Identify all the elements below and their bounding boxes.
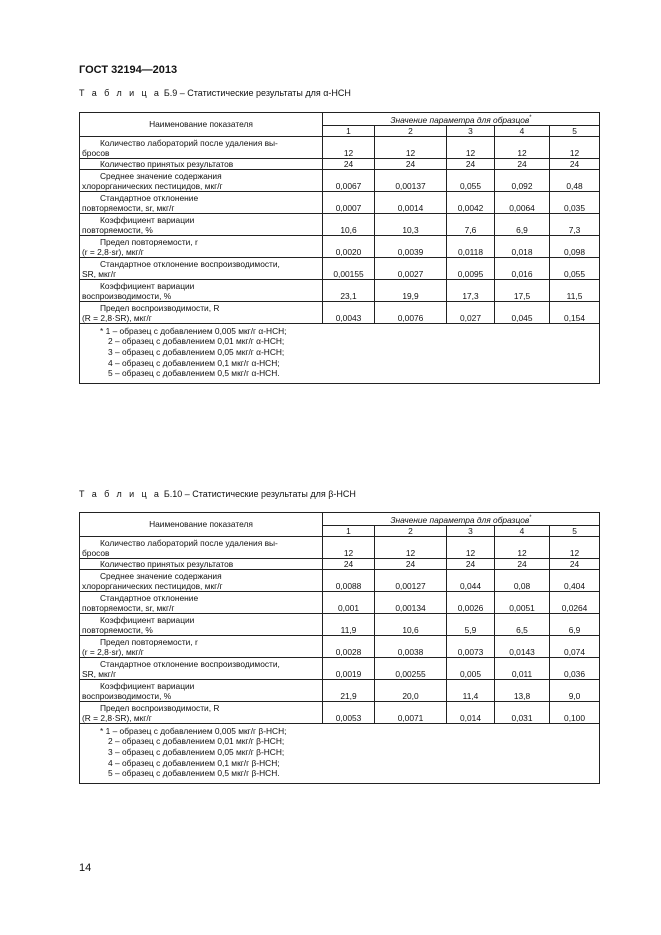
value-cell: 0,100 [550,701,600,723]
value-cell: 6,9 [550,613,600,635]
value-cell: 0,404 [550,569,600,591]
table-row [80,169,600,191]
value-cell: 24 [323,158,375,169]
sample-number-header: 1 [323,125,375,136]
group-header-text: Значение параметра для образцов [390,114,530,125]
value-cell: 23,1 [323,279,375,301]
value-cell: 0,092 [495,169,550,191]
row-label-line: (r = 2,8·sr), мкг/г [82,246,144,257]
value-cell: 0,0071 [375,701,447,723]
value-cell: 13,8 [495,679,550,701]
value-cell: 0,00134 [375,591,447,613]
value-cell: 20,0 [375,679,447,701]
row-label-line: Предел воспроизводимости, R [100,302,220,313]
sample-number-header: 5 [550,125,600,136]
footnote-mark: * [529,115,532,121]
value-cell: 0,027 [447,301,495,323]
value-cell: 0,0076 [375,301,447,323]
row-label [80,679,323,701]
table-row [80,657,600,679]
value-cell: 0,0039 [375,235,447,257]
value-cell: 0,0020 [323,235,375,257]
note-line: * 1 – образец с добавлением 0,005 мкг/г β-НСН; [100,725,287,736]
page-number: 14 [79,862,92,874]
value-cell: 6,9 [495,213,550,235]
value-cell: 7,3 [550,213,600,235]
table-row [80,569,600,591]
table-row [80,591,600,613]
value-cell: 0,044 [447,569,495,591]
value-cell: 11,9 [323,613,375,635]
value-cell: 0,011 [495,657,550,679]
value-cell: 10,6 [375,613,447,635]
value-cell: 0,00255 [375,657,447,679]
row-label [80,613,323,635]
column-group-header [323,513,600,526]
value-cell: 24 [550,558,600,569]
row-label-line: Коэффициент вариации [100,280,195,291]
row-label-line: Стандартное отклонение [100,592,199,603]
row-label-line: воспроизводимости, % [82,690,172,701]
table-row [80,235,600,257]
sample-number-header: 3 [447,525,495,536]
table-row [80,613,600,635]
row-label-line: SR, мкг/г [82,668,117,679]
value-cell: 0,018 [495,235,550,257]
value-cell: 0,0064 [495,191,550,213]
value-cell: 12 [550,536,600,558]
table-caption [79,88,351,98]
value-cell: 0,0042 [447,191,495,213]
row-label [80,213,323,235]
value-cell: 24 [375,558,447,569]
value-cell: 12 [375,536,447,558]
value-cell: 6,5 [495,613,550,635]
row-label [80,158,323,169]
value-cell: 0,016 [495,257,550,279]
sample-number-header: 3 [447,125,495,136]
value-cell: 0,035 [550,191,600,213]
table-caption [79,489,356,499]
value-cell: 12 [375,136,447,158]
row-label [80,591,323,613]
value-cell: 0,0264 [550,591,600,613]
value-cell: 0,00137 [375,169,447,191]
value-cell: 12 [447,136,495,158]
note-line: * 1 – образец с добавлением 0,005 мкг/г α-НСН; [100,325,287,336]
value-cell: 12 [323,136,375,158]
value-cell: 10,6 [323,213,375,235]
value-cell: 0,0051 [495,591,550,613]
stats-table [79,112,600,384]
table-notes [80,723,600,783]
note-line: 2 – образец с добавлением 0,01 мкг/г α-НСН; [108,336,285,347]
note-line: 3 – образец с добавлением 0,05 мкг/г β-НСН; [108,746,285,757]
row-label-line: Коэффициент вариации [100,214,195,225]
value-cell: 0,0073 [447,635,495,657]
value-cell: 9,0 [550,679,600,701]
footnote-mark: * [529,515,532,521]
row-label [80,701,323,723]
table-row [80,136,600,158]
value-cell: 12 [495,536,550,558]
value-cell: 24 [550,158,600,169]
value-cell: 0,045 [495,301,550,323]
table-row [80,301,600,323]
value-cell: 24 [447,158,495,169]
value-cell: 11,4 [447,679,495,701]
row-label [80,191,323,213]
row-label [80,569,323,591]
value-cell: 0,005 [447,657,495,679]
value-cell: 0,0026 [447,591,495,613]
row-label-line: (r = 2,8·sr), мкг/г [82,646,144,657]
row-label-line: (R = 2,8·SR), мкг/г [82,312,152,323]
value-cell: 12 [495,136,550,158]
row-label [80,301,323,323]
table-row [80,158,600,169]
row-label-line: Количество лабораторий после удаления вы- [100,137,278,148]
value-cell: 7,6 [447,213,495,235]
value-cell: 24 [375,158,447,169]
note-line: 5 – образец с добавлением 0,5 мкг/г α-НСН. [108,368,280,379]
value-cell: 12 [447,536,495,558]
row-label-line: Количество лабораторий после удаления вы- [100,537,278,548]
note-line: 4 – образец с добавлением 0,1 мкг/г β-НСН; [108,757,280,768]
value-cell: 24 [495,158,550,169]
row-label-line: повторяемости, % [82,224,153,235]
table-row [80,191,600,213]
row-label-line: Количество принятых результатов [100,558,234,569]
row-label-line: Предел повторяемости, r [100,236,198,247]
value-cell: 21,9 [323,679,375,701]
value-cell: 10,3 [375,213,447,235]
sample-number-header: 4 [495,525,550,536]
value-cell: 0,00127 [375,569,447,591]
value-cell: 0,0053 [323,701,375,723]
value-cell: 0,074 [550,635,600,657]
row-label-line: повторяемости, sr, мкг/г [82,202,175,213]
caption-text: Б.10 – Статистические результаты для β-НСН [163,489,356,499]
value-cell: 12 [323,536,375,558]
row-label [80,279,323,301]
value-cell: 0,0027 [375,257,447,279]
value-cell: 0,0014 [375,191,447,213]
value-cell: 0,0095 [447,257,495,279]
value-cell: 0,48 [550,169,600,191]
row-label-line: бросов [82,547,110,558]
group-header-text: Значение параметра для образцов [390,514,530,525]
caption-prefix: Т а б л и ц а [79,489,162,499]
sample-number-header: 1 [323,525,375,536]
value-cell: 24 [323,558,375,569]
row-label-line: воспроизводимости, % [82,290,172,301]
row-label-line: хлорорганических пестицидов, мкг/г [82,180,223,191]
caption-prefix: Т а б л и ц а [79,88,162,98]
table-row [80,536,600,558]
value-cell: 24 [495,558,550,569]
note-line: 5 – образец с добавлением 0,5 мкг/г β-НСН. [108,768,280,779]
table-notes [80,323,600,383]
value-cell: 0,154 [550,301,600,323]
row-label-line: Предел воспроизводимости, R [100,702,220,713]
value-cell: 11,5 [550,279,600,301]
value-cell: 0,098 [550,235,600,257]
row-label [80,536,323,558]
row-label-line: бросов [82,147,110,158]
row-label-line: SR, мкг/г [82,268,117,279]
value-cell: 0,031 [495,701,550,723]
column-group-header [323,113,600,126]
note-line: 2 – образец с добавлением 0,01 мкг/г β-НСН; [108,736,285,747]
sample-number-header: 5 [550,525,600,536]
stats-table [79,512,600,784]
value-cell: 0,0007 [323,191,375,213]
row-label-line: повторяемости, sr, мкг/г [82,602,175,613]
value-cell: 19,9 [375,279,447,301]
value-cell: 5,9 [447,613,495,635]
value-cell: 0,014 [447,701,495,723]
value-cell: 0,0088 [323,569,375,591]
value-cell: 0,0143 [495,635,550,657]
note-line: 4 – образец с добавлением 0,1 мкг/г α-НСН; [108,357,280,368]
row-label-line: повторяемости, % [82,624,153,635]
row-label [80,558,323,569]
row-label-line: Стандартное отклонение [100,192,199,203]
value-cell: 12 [550,136,600,158]
caption-text: Б.9 – Статистические результаты для α-НСН [163,88,351,98]
table-row [80,279,600,301]
value-cell: 0,0038 [375,635,447,657]
row-label-line: Среднее значение содержания [100,570,222,581]
value-cell: 17,3 [447,279,495,301]
table-row [80,635,600,657]
value-cell: 0,0043 [323,301,375,323]
table-row [80,558,600,569]
value-cell: 0,08 [495,569,550,591]
value-cell: 17,5 [495,279,550,301]
row-label-line: Коэффициент вариации [100,614,195,625]
row-label-line: Предел повторяемости, r [100,636,198,647]
row-label-line: Количество принятых результатов [100,158,234,169]
row-label [80,257,323,279]
value-cell: 0,00155 [323,257,375,279]
sample-number-header: 4 [495,125,550,136]
value-cell: 0,055 [550,257,600,279]
row-label-line: Среднее значение содержания [100,170,222,181]
row-label-line: (R = 2,8·SR), мкг/г [82,712,152,723]
value-cell: 0,036 [550,657,600,679]
value-cell: 0,001 [323,591,375,613]
table-row [80,701,600,723]
document-header: ГОСТ 32194—2013 [79,64,178,76]
column-header-name: Наименование показателя [80,113,323,137]
value-cell: 0,0019 [323,657,375,679]
value-cell: 0,0067 [323,169,375,191]
row-label [80,169,323,191]
row-label-line: хлорорганических пестицидов, мкг/г [82,580,223,591]
row-label [80,657,323,679]
row-label [80,635,323,657]
row-label [80,235,323,257]
table-row [80,257,600,279]
row-label-line: Коэффициент вариации [100,680,195,691]
sample-number-header: 2 [375,125,447,136]
row-label-line: Стандартное отклонение воспроизводимости, [100,658,280,669]
value-cell: 0,0118 [447,235,495,257]
value-cell: 24 [447,558,495,569]
table-row [80,213,600,235]
sample-number-header: 2 [375,525,447,536]
table-row [80,679,600,701]
value-cell: 0,055 [447,169,495,191]
column-header-name: Наименование показателя [80,513,323,537]
row-label-line: Стандартное отклонение воспроизводимости, [100,258,280,269]
note-line: 3 – образец с добавлением 0,05 мкг/г α-НСН; [108,346,285,357]
row-label [80,136,323,158]
value-cell: 0,0028 [323,635,375,657]
